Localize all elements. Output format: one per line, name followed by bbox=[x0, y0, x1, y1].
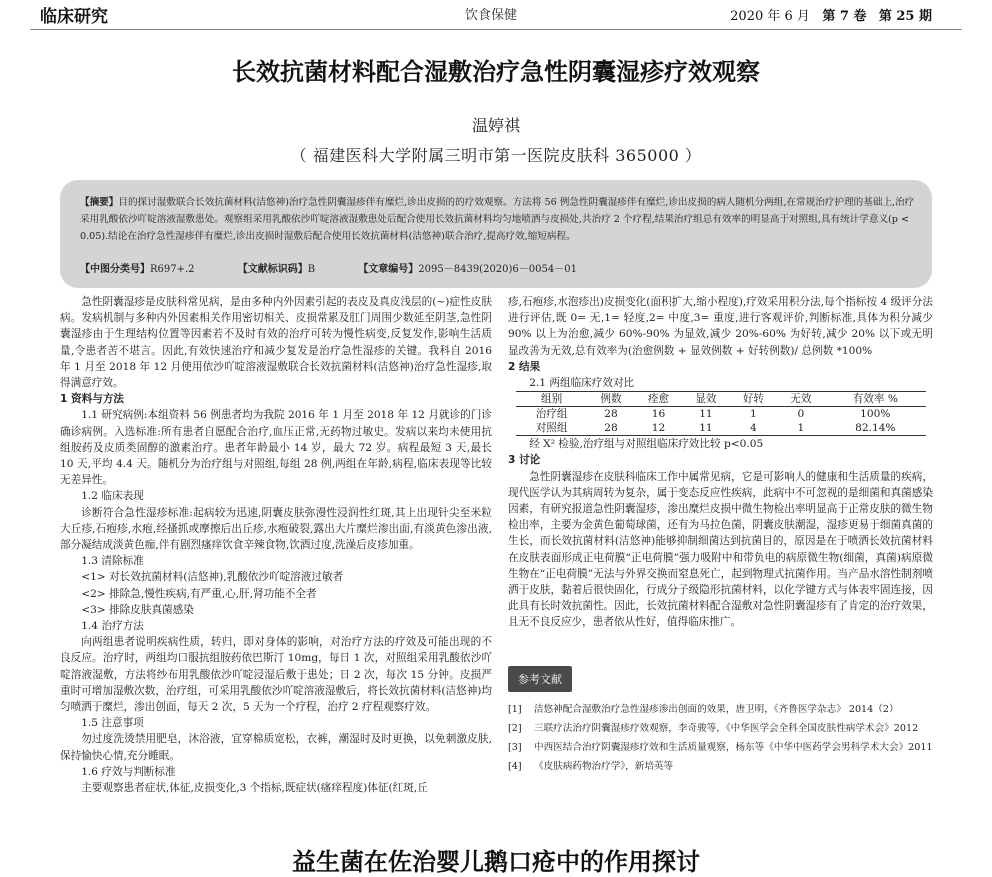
page-header bbox=[0, 0, 992, 28]
abstract-box bbox=[60, 180, 932, 288]
table-cell: 82.14% bbox=[825, 421, 926, 436]
table-cell: 11 bbox=[682, 421, 729, 436]
references-heading: 参考文献 bbox=[508, 666, 572, 692]
issue-info bbox=[730, 5, 932, 24]
table-cell: 28 bbox=[604, 408, 618, 421]
journal-name: 饮食保健 bbox=[465, 8, 518, 23]
issue-date: 2020 年 6 月 bbox=[730, 9, 810, 24]
reference-number: [3] bbox=[508, 742, 522, 753]
section-1-6-heading: 1.6 疗效与判断标准 bbox=[81, 765, 176, 778]
section-3-heading: 3 讨论 bbox=[508, 454, 541, 467]
table-cell: 100% bbox=[860, 408, 891, 421]
doc-code bbox=[238, 260, 315, 275]
table-header-cell: 例数 bbox=[587, 392, 634, 407]
abstract-body: 目的探讨湿敷联合长效抗菌材料(洁悠神)治疗急性阴囊湿疹伴有糜烂,诊出皮损的的疗效观察。方法将 56 例急性阴囊湿疹伴有糜烂,诊出皮损的病人随机分两组,在常规治疗护理的基础上,治疗采用乳酸依沙吖啶溶液湿敷患处。观察组采用乳酸依沙吖啶溶液湿敷患处后配合使用长效抗菌材料均匀地喷洒与皮损处,共治疗 2 个疗程,结果治疗组总有效率的明显高于对照组,具有统计学意义(p < 0.05).结论在治疗急性湿疹伴有糜烂,诊出皮损时湿敷后配合使用长效抗菌材料(洁悠神)联合治疗,提高疗效,缩短病程。 bbox=[80, 197, 915, 242]
section-1-heading: 1 资料与方法 bbox=[60, 393, 125, 406]
table-header-cell: 痊愈 bbox=[635, 392, 682, 407]
doc-label: 【文献标识码】 bbox=[237, 264, 308, 275]
article-affiliation: （ 福建医科大学附属三明市第一医院皮肤科 365000 ） bbox=[290, 146, 702, 165]
table-row bbox=[516, 421, 926, 436]
section-1-3-heading: 1.3 清除标准 bbox=[81, 555, 144, 568]
reference-text: 《皮肤病药物治疗学》，新培英等 bbox=[534, 761, 674, 772]
section-1-5-paragraph: 勿过度洗烫禁用肥皂，沐浴液，宜穿棉质宽松，衣裤，潮湿时及时更换，以免刺激皮肤,保持愉快心情,充分睡眠。 bbox=[60, 733, 492, 762]
table-cell: 28 bbox=[587, 421, 634, 436]
table-cell: 11 bbox=[699, 408, 713, 421]
table-header-cell: 好转 bbox=[730, 392, 777, 407]
section-1-6-paragraph: 主要观察患者症状,体征,皮损变化,3 个指标,既症状(瘙痒程度)体征(红斑,丘 bbox=[81, 782, 428, 795]
table-header-cell: 无效 bbox=[777, 392, 824, 407]
reference-number: [1] bbox=[508, 704, 522, 715]
table-note: 经 X² 检验,治疗组与对照组临床疗效比较 p<0.05 bbox=[529, 438, 764, 451]
article-number bbox=[358, 260, 577, 275]
table-cell: 0 bbox=[797, 408, 805, 421]
exclusion-item: <1> 对长效抗菌材料(洁悠神),乳酸依沙吖啶溶液过敏者 bbox=[81, 571, 344, 584]
article-number-value: 2095－8439(2020)6－0054－01 bbox=[418, 264, 577, 275]
abstract-meta bbox=[80, 260, 918, 275]
clc-code bbox=[80, 260, 195, 275]
section-1-4-paragraph: 向两组患者说明疾病性质，转归，即对身体的影响，对治疗方法的疗效及可能出现的不良反应。治疗时，两组均口服抗组胺药依巴斯汀 10mg，每日 1 次，对照组采用乳酸依沙吖啶溶液湿敷，方法将纱布用乳酸依沙吖啶浸湿后敷于患处；日 2 次，每次 15 分钟。皮损严重时可增加湿敷次数，治疗组，可采用乳酸依沙吖啶溶液湿敷后，将长效抗菌材料(洁悠神)均匀喷洒于糜烂，渗出创面，每天 2 次，5 天为一个疗程，治疗 2 疗程观察疗效。 bbox=[60, 636, 493, 714]
reference-item bbox=[508, 702, 933, 718]
section-1-1-paragraph: 1.1 研究病例:本组资料 56 例患者均为我院 2016 年 1 月至 2018 年 12 月就诊的门诊确诊病例。入选标准:所有患者自愿配合治疗,血压正常,无药物过敏史。发病以来均未使用抗组胺药及皮质类固醇的激素治疗。患者年龄最小 14 岁，最大 72 岁。病程最短 3 天,最长 10 天,平均 4.4 天。随机分为治疗组与对照组,每组 28 例,两组在年龄,病程,临床表现等比较无差异性。 bbox=[60, 409, 492, 487]
doc-value: B bbox=[307, 264, 316, 275]
exclusion-item: <3> 排除皮肤真菌感染 bbox=[81, 603, 194, 616]
article-number-label: 【文章编号】 bbox=[358, 264, 419, 275]
section-1-2-paragraph: 诊断符合急性湿疹标准:起病较为迅速,阴囊皮肤弥漫性浸润性红斑,其上出现针尖至米粒大丘疹,石疱疹,水疱,经搔抓或摩擦后出丘疹,水疱破裂,露出大片糜烂渗出面,有淡黄色渗出液,部分凝结成淡黄色痂,伴有剧烈瘙痒饮食辛辣食物,饮酒过度,洗澡后皮疹加重。 bbox=[60, 506, 492, 552]
table-cell: 4 bbox=[730, 421, 777, 436]
next-article-title: 益生菌在佐治婴儿鹅口疮中的作用探讨 bbox=[292, 848, 700, 876]
clc-label: 【中图分类号】 bbox=[80, 264, 150, 275]
section-2-heading: 2 结果 bbox=[508, 360, 541, 373]
issue-volume: 第 7 卷 bbox=[822, 9, 867, 24]
abstract-text bbox=[80, 194, 918, 245]
exclusion-item: <2> 排除急,慢性疾病,有严重,心,肝,肾功能不全者 bbox=[81, 587, 317, 600]
clc-value: R697+.2 bbox=[150, 264, 195, 275]
right-column bbox=[508, 294, 933, 631]
abstract-label: 【摘要】 bbox=[80, 197, 119, 208]
section-label: 临床研究 bbox=[40, 7, 108, 27]
reference-item bbox=[508, 740, 933, 756]
header-divider bbox=[30, 29, 962, 30]
section-1-4-heading: 1.4 治疗方法 bbox=[81, 620, 144, 633]
table-header-cell: 组别 bbox=[516, 392, 587, 407]
table-caption: 2.1 两组临床疗效对比 bbox=[529, 377, 635, 390]
reference-item bbox=[508, 721, 933, 737]
intro-paragraph: 急性阴囊湿疹是皮肤科常见病，是由多种内外因素引起的表皮及真皮浅层的(~)症性皮肤病。发病机制与多种内外因素相关作用密切相关、皮损常累及肛门周围少数延至阴茎,急性阴囊湿疹由于生理结构位置等因素若不及时有效的治疗可转为慢性病变,反复发作,影响生活质量,令患者苦不堪言。因此,有效快速治疗和减少复发是治疗急性湿疹的关键。我科自 2016 年 1 月至 2018 年 12 月使用依沙吖啶溶液湿敷联合长效抗菌材料(洁悠神)治疗急性湿疹,取得满意疗效。 bbox=[60, 296, 492, 390]
table-cell: 16 bbox=[651, 408, 666, 421]
table-row bbox=[516, 407, 926, 422]
left-column bbox=[60, 294, 492, 796]
reference-item bbox=[508, 759, 933, 775]
reference-number: [4] bbox=[508, 761, 522, 772]
references-list bbox=[508, 702, 933, 778]
article-author: 温婷祺 bbox=[471, 116, 520, 135]
reference-number: [2] bbox=[508, 723, 522, 734]
table-cell: 治疗组 bbox=[535, 408, 568, 421]
results-table bbox=[516, 391, 926, 436]
issue-number: 第 25 期 bbox=[878, 9, 932, 24]
table-cell: 对照组 bbox=[516, 421, 587, 436]
table-cell: 1 bbox=[750, 408, 757, 421]
reference-text: 三联疗法治疗阴囊湿疹疗效观察，李奇骏等，《中华医学会全科全国皮肤性病学术会》2012 bbox=[534, 723, 919, 734]
table-header-row bbox=[516, 392, 926, 407]
criteria-continuation: 疹,石疱疹,水泡疹出)皮损变化(面积扩大,缩小程度),疗效采用积分法,每个指标按 4 级评分法进行评估,既 0= 无,1= 轻度,2= 中度,3= 重度,进行客观评价,判断标准,具体为积分减少 90% 以上为治愈,减少 60%-90% 为显效,减少 20%-60% 为好转,减少 20% 以下或无明显改善为无效,总有效率为(治愈例数 + 显效例数 + 好转例数)/ 总例数 *100% bbox=[508, 296, 933, 357]
discussion-paragraph: 急性阴囊湿疹在皮肤科临床工作中属常见病，它是可影响人的健康和生活质量的疾病，现代医学认为其病周转为复杂，属于变态反应性疾病，此病中不可忽视的是细菌和真菌感染因素，有研究报道急性阴囊湿疹，渗出糜烂皮损中微生物检出率明显高于正常皮肤的微生物检出率，主要为金黄色葡萄球菌，还有为马拉色菌，阴囊皮肤潮湿，湿疹更易于细菌真菌的生长，而长效抗菌材料(洁悠神)能够抑制细菌达到抗菌目的，原因是在于喷洒长效抗菌材料在皮肤表面形成正电荷膜“正电荷膜”强力吸附中和带负电的病原微生物(细菌，真菌)病原微生物在“正电荷膜”无法与外界交换而窒息死亡，起到物理式抗菌作用。当产品水溶性制剂喷洒于皮肤，黏着后很快固化，行成分子级隐形抗菌材料，以化学键方式与体表牢固连接，因此具有长时效抗菌性。因此，长效抗菌材料配合湿敷对急性阴囊湿疹有了肯定的治疗效果，且无不良反应少，患者依从性好，值得临床推广。 bbox=[508, 470, 933, 629]
section-1-2-heading: 1.2 临床表现 bbox=[81, 490, 144, 503]
table-cell: 12 bbox=[635, 421, 682, 436]
reference-text: 洁悠神配合湿敷治疗急性湿疹渗出创面的效果，唐卫明，《齐鲁医学杂志》 2014（2） bbox=[534, 704, 899, 715]
section-1-5-heading: 1.5 注意事项 bbox=[81, 717, 144, 730]
table-header-cell: 有效率 % bbox=[825, 392, 926, 407]
reference-text: 中西医结合治疗阴囊湿疹疗效和生活质量观察，杨东等《中华中医药学会男科学术大会》2011 bbox=[534, 742, 933, 753]
table-header-cell: 显效 bbox=[682, 392, 729, 407]
table-cell: 1 bbox=[777, 421, 824, 436]
article-title: 长效抗菌材料配合湿敷治疗急性阴囊湿疹疗效观察 bbox=[232, 58, 760, 86]
